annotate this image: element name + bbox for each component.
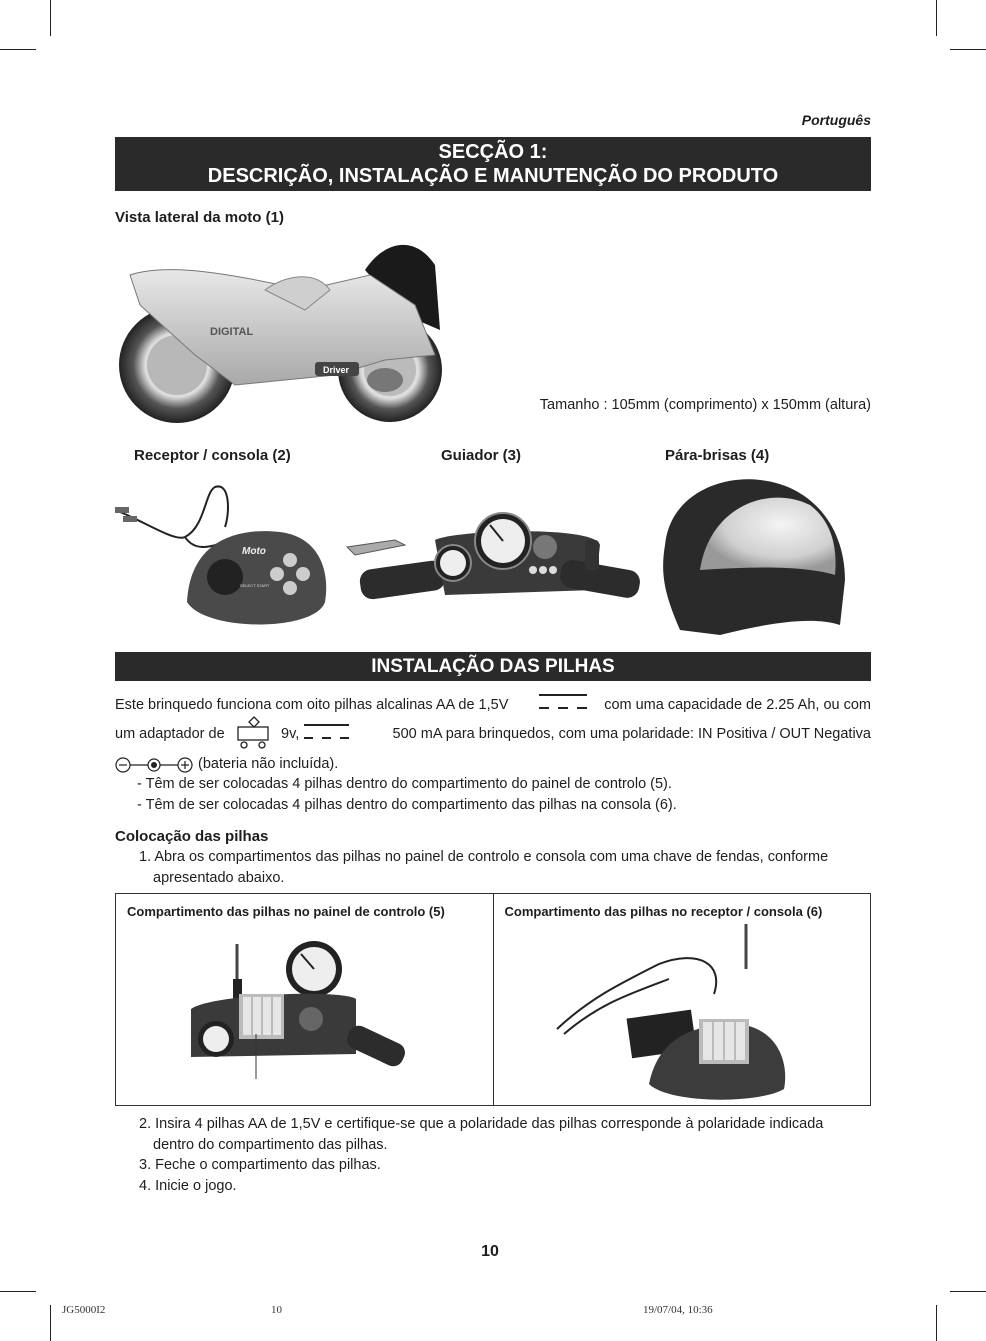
handlebar-image (345, 505, 645, 615)
crop-mark (950, 1291, 986, 1292)
receiver-compartment-image (549, 924, 799, 1104)
language-label: Português (801, 112, 871, 128)
compartment-table (115, 893, 871, 1106)
step-2-line2: dentro do compartimento das pilhas. (153, 1137, 388, 1153)
compartment-head-receiver: Compartimento das pilhas no receptor / consola (6) (504, 904, 823, 919)
dc-symbol-icon (539, 692, 587, 714)
crop-mark (950, 49, 986, 50)
console-buttons-text: SELECT START (240, 583, 270, 588)
moto-badge-text: Driver (323, 365, 350, 375)
part-label-receiver: Receptor / consola (2) (134, 447, 291, 464)
compartment-cell-panel (116, 894, 494, 1106)
compartment-head-panel: Compartimento das pilhas no painel de controlo (5) (127, 904, 445, 919)
panel-compartment-image (191, 939, 411, 1084)
console-image (115, 482, 335, 637)
crop-mark (50, 0, 51, 36)
step-3: 3. Feche o compartimento das pilhas. (139, 1157, 381, 1173)
battery-text-line2b: 9v, (281, 726, 300, 742)
crop-mark (50, 1305, 51, 1341)
moto-size: Tamanho : 105mm (comprimento) x 150mm (altura) (539, 397, 871, 413)
bullet-item: - Têm de ser colocadas 4 pilhas dentro do compartimento do painel de controlo (5). (137, 776, 672, 792)
footer-page: 10 (271, 1304, 282, 1316)
moto-logo-text: DIGITAL (210, 326, 254, 338)
step-2-line1: 2. Insira 4 pilhas AA de 1,5V e certifique-se que a polaridade das pilhas corresponde à polaridade indicada (139, 1116, 824, 1132)
step-1-line2: apresentado abaixo. (153, 870, 285, 886)
battery-text-line3: (bateria não incluída). (198, 756, 339, 772)
crop-mark (936, 1305, 937, 1341)
moto-heading: Vista lateral da moto (1) (115, 209, 284, 226)
motorbike-image (115, 235, 445, 430)
battery-text-line1b: com uma capacidade de 2.25 Ah, ou com (604, 697, 871, 713)
battery-text-line2c: 500 mA para brinquedos, com uma polaridade: IN Positiva / OUT Negativa (392, 726, 871, 742)
bullet-item: - Têm de ser colocadas 4 pilhas dentro do compartimento das pilhas na consola (6). (137, 797, 677, 813)
crop-mark (936, 0, 937, 36)
section-1-title (115, 137, 871, 191)
adapter-symbol-icon (235, 715, 271, 749)
placement-heading: Colocação das pilhas (115, 828, 269, 845)
compartment-cell-receiver (493, 894, 871, 1106)
step-4: 4. Inicie o jogo. (139, 1178, 237, 1194)
section-1-title-line1: SECÇÃO 1: (438, 141, 548, 163)
page-number: 10 (481, 1243, 499, 1260)
step-1-line1: 1. Abra os compartimentos das pilhas no painel de controlo e consola com uma chave de fendas, conforme (139, 849, 829, 865)
battery-text-line2a: um adaptador de (115, 726, 225, 742)
crop-mark (0, 1291, 36, 1292)
windscreen-image (660, 475, 850, 637)
part-label-handlebar: Guiador (3) (441, 447, 522, 464)
footer-code: JG5000I2 (62, 1304, 106, 1316)
polarity-symbol-icon (115, 756, 193, 774)
part-label-windscreen: Pára-brisas (4) (665, 447, 770, 464)
section-1-title-line2: DESCRIÇÃO, INSTALAÇÃO E MANUTENÇÃO DO PRODUTO (207, 165, 779, 187)
dc-symbol-icon (304, 722, 349, 744)
footer-date: 19/07/04, 10:36 (643, 1304, 713, 1316)
console-brand-text: Moto (242, 546, 266, 557)
crop-mark (0, 49, 36, 50)
battery-text-line1a: Este brinquedo funciona com oito pilhas alcalinas AA de 1,5V (115, 697, 509, 713)
battery-section-title: INSTALAÇÃO DAS PILHAS (115, 652, 871, 681)
